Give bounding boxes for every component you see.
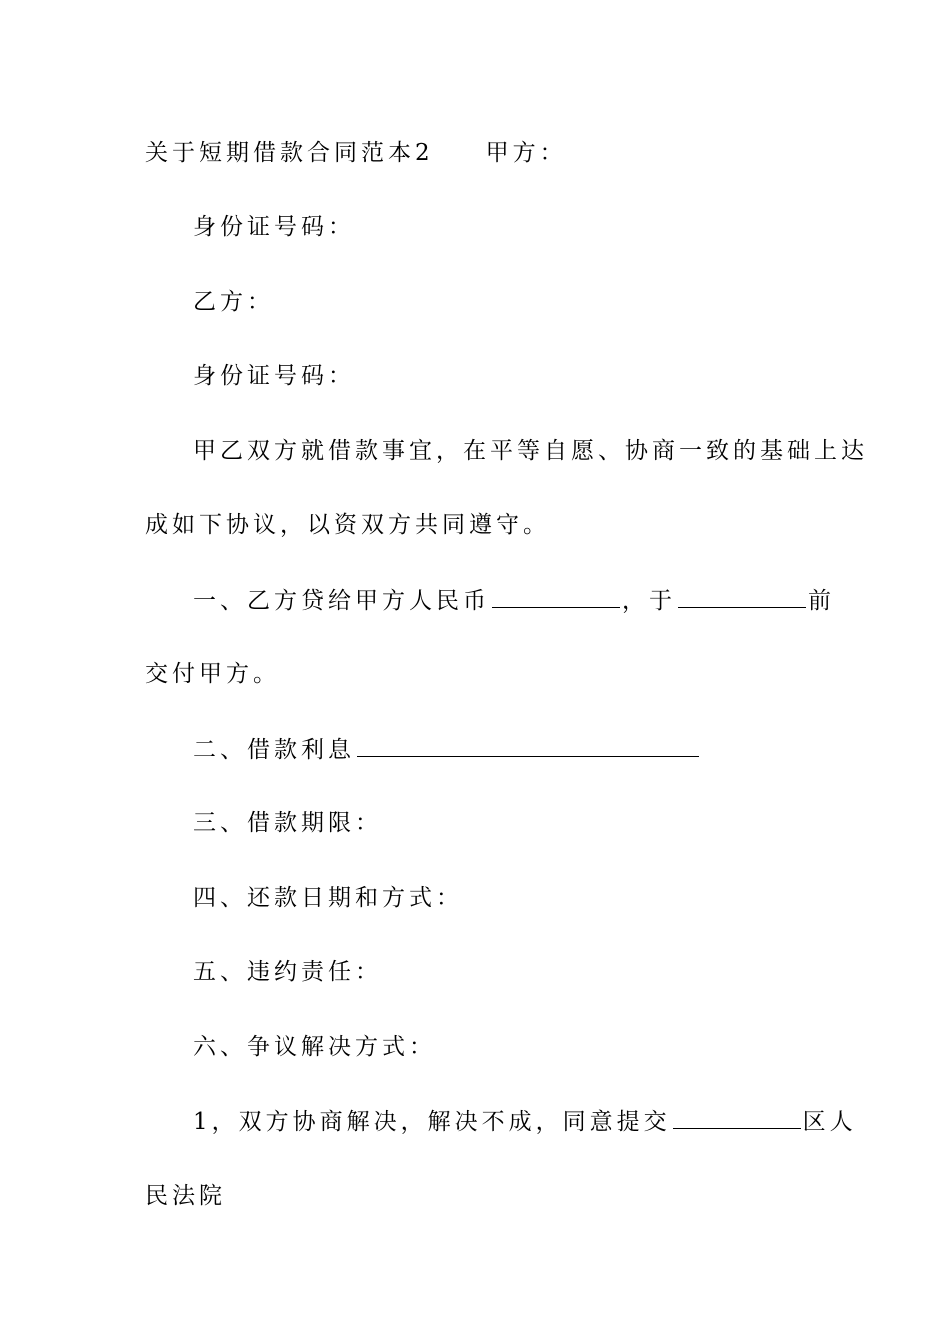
- clause-2-line: [145, 734, 858, 765]
- clause-6-1-text-b: 区人: [802, 1109, 857, 1135]
- clause-5-text: 五、违约责任：: [193, 959, 382, 985]
- clause-1-text-d: 交付甲方。: [145, 661, 280, 687]
- clause-1-line: [145, 585, 858, 616]
- clause-4-text: 四、还款日期和方式：: [193, 885, 463, 911]
- party-a-label: 甲方：: [485, 140, 567, 166]
- clause-1-text-b: ，于: [622, 588, 676, 614]
- id-a-label: 身份证号码：: [193, 214, 355, 240]
- intro-text-2: 成如下协议，以资双方共同遵守。: [145, 512, 550, 538]
- party-b-line: [145, 287, 858, 317]
- document-title: 关于短期借款合同范本2: [145, 140, 434, 166]
- clause-2-text: 二、借款利息: [193, 737, 355, 763]
- clause-1-text-a: 一、乙方贷给甲方人民币: [193, 588, 490, 614]
- clause-3-text: 三、借款期限：: [193, 810, 382, 836]
- amount-blank: [492, 585, 620, 608]
- clause-4-line: [145, 883, 858, 913]
- clause-1-text-c: 前: [808, 588, 835, 614]
- clause-6-1-line-2: [145, 1181, 810, 1211]
- clause-6-text: 六、争议解决方式：: [193, 1034, 436, 1060]
- date-blank: [678, 585, 806, 608]
- clause-1-line-2: [145, 659, 810, 689]
- clause-3-line: [145, 808, 858, 838]
- court-blank: [673, 1106, 801, 1129]
- intro-line-1: [145, 436, 868, 466]
- party-b-label: 乙方：: [193, 289, 274, 315]
- clause-6-line: [145, 1032, 858, 1062]
- interest-blank: [357, 734, 699, 757]
- intro-text-1: 甲乙双方就借款事宜，在平等自愿、协商一致的基础上达: [193, 438, 868, 464]
- clause-6-1-line: [145, 1106, 858, 1137]
- clause-6-1-text-a: 1，双方协商解决，解决不成，同意提交: [193, 1109, 671, 1135]
- title-line: [145, 138, 810, 168]
- clause-5-line: [145, 957, 858, 987]
- clause-6-1-text-c: 民法院: [145, 1183, 226, 1209]
- id-b-label: 身份证号码：: [193, 363, 355, 389]
- id-b-line: [145, 361, 858, 391]
- id-a-line: [145, 212, 858, 242]
- intro-line-2: [145, 510, 810, 540]
